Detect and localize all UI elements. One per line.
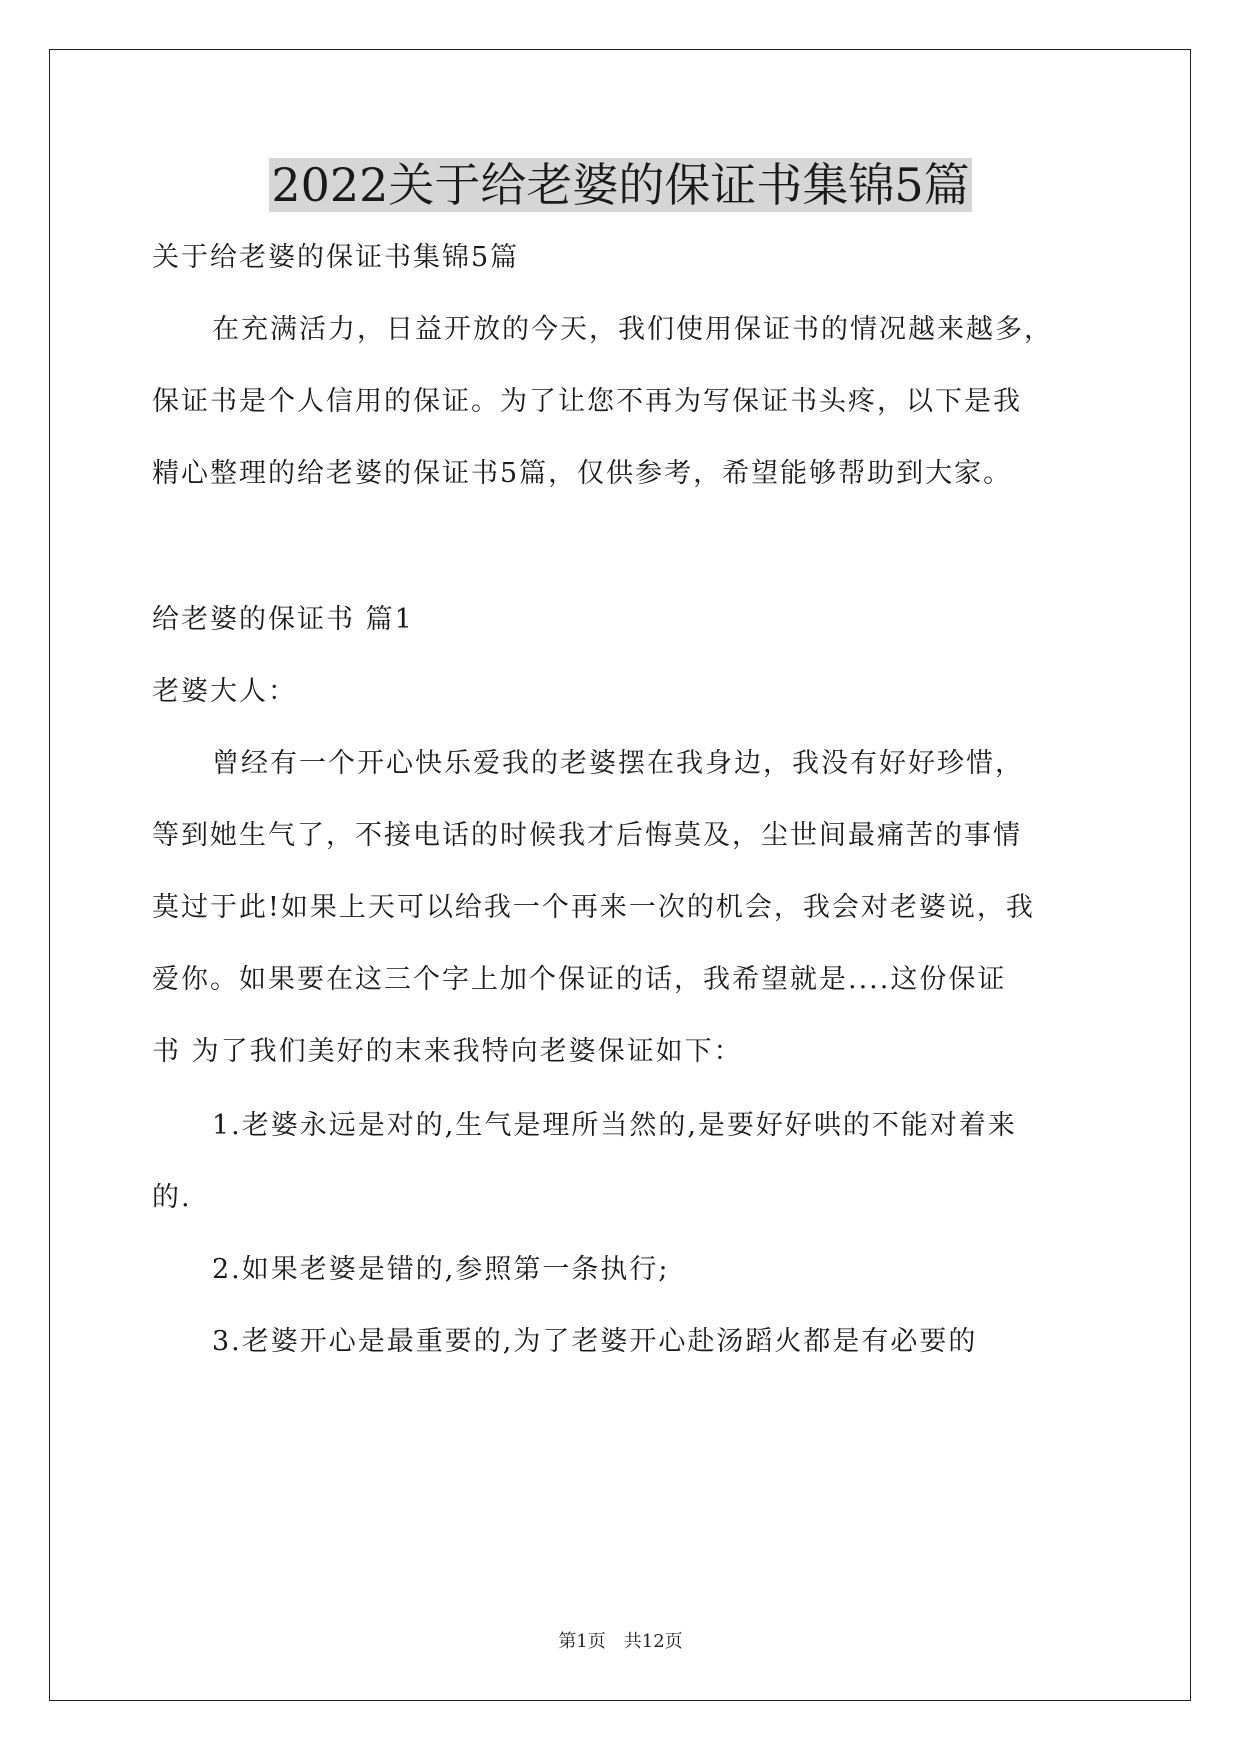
- document-title: [0, 152, 1241, 218]
- item-1-line-2: 的.: [152, 1182, 192, 1213]
- salutation: 老婆大人：: [152, 676, 297, 707]
- intro-line-2: 保证书是个人信用的保证。为了让您不再为写保证书头疼，以下是我: [152, 386, 1022, 417]
- section-heading: 给老婆的保证书 篇1: [152, 604, 414, 635]
- item-2: 2.如果老婆是错的,参照第一条执行;: [212, 1254, 670, 1285]
- document-title-text: 2022关于给老婆的保证书集锦5篇: [271, 158, 970, 212]
- item-3: 3.老婆开心是最重要的,为了老婆开心赴汤蹈火都是有必要的: [212, 1326, 978, 1357]
- page-number: 第1页: [558, 1631, 606, 1652]
- page-footer: [0, 1630, 1241, 1654]
- body-line-4: 爱你。如果要在这三个字上加个保证的话，我希望就是....这份保证: [152, 964, 1007, 995]
- intro-line-1: 在充满活力，日益开放的今天，我们使用保证书的情况越来越多，: [212, 314, 1053, 345]
- body-line-3: 莫过于此!如果上天可以给我一个再来一次的机会，我会对老婆说，我: [152, 892, 1035, 923]
- item-1-line-1: 1.老婆永远是对的,生气是理所当然的,是要好好哄的不能对着来: [212, 1110, 1017, 1141]
- body-line-1: 曾经有一个开心快乐爱我的老婆摆在我身边，我没有好好珍惜，: [212, 748, 1024, 779]
- subtitle-line: 关于给老婆的保证书集锦5篇: [152, 242, 520, 273]
- page-border: [49, 49, 1191, 1701]
- page-total: 共12页: [623, 1631, 683, 1652]
- body-line-5: 书 为了我们美好的末来我特向老婆保证如下：: [152, 1036, 743, 1067]
- body-line-2: 等到她生气了，不接电话的时候我才后悔莫及，尘世间最痛苦的事情: [152, 820, 1022, 851]
- intro-line-3: 精心整理的给老婆的保证书5篇，仅供参考，希望能够帮助到大家。: [152, 458, 1013, 489]
